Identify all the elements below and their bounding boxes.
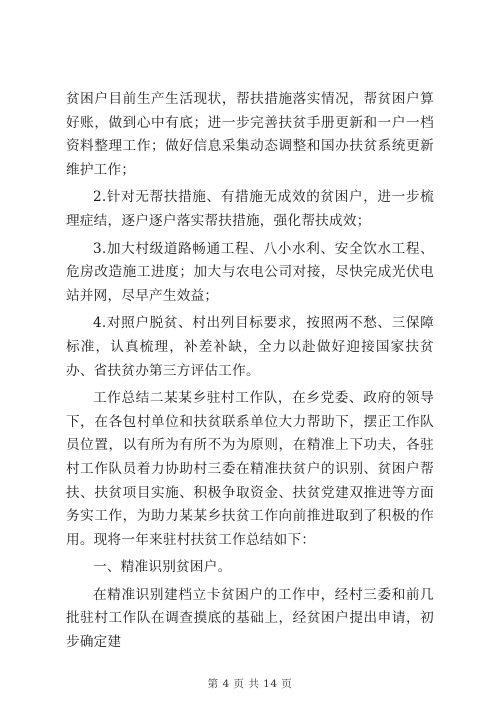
- document-body: [66, 88, 434, 659]
- paragraph-3: 3.加大村级道路畅通工程、八小水利、安全饮水工程、危房改造施工进度；加大与农电公司对接，尽快完成光伏电站并网，尽早产生效益；: [66, 240, 434, 304]
- section-heading: 一、精准识别贫困户。: [93, 559, 232, 576]
- paragraph-2: 2.针对无帮扶措施、有措施无成效的贫困户，进一步梳理症结，逐户逐户落实帮扶措施，强化帮扶成效；: [66, 189, 434, 229]
- paragraph-5: 工作总结二某某乡驻村工作队，在乡党委、政府的领导下，在各包村单位和扶贫联系单位大力帮助下，摆正工作队员位置，以有所为有所不为为原则，在精准上下功夫，各驻村工作队员着力协助村三委在精准扶贫户的识别、贫困户帮扶、扶贫项目实施、积极争取资金、扶贫党建双推进等方面务实工作，为助力某某乡扶贫工作向前推进取到了积极的作用。现将一年来驻村扶贫工作总结如下：: [66, 390, 434, 548]
- page-number-footer: 第 4 页 共 14 页: [207, 678, 293, 690]
- paragraph-1: 贫困户目前生产生活现状，帮扶措施落实情况，帮贫困户算好账，做到心中有底；进一步完善扶贫手册更新和一户一档资料整理工作；做好信息采集动态调整和国办扶贫系统更新维护工作；: [66, 91, 434, 178]
- paragraph-7: 在精准识别建档立卡贫困户的工作中，经村三委和前几批驻村工作队在调查摸底的基础上，经贫困户提出申请，初步确定建: [66, 586, 434, 651]
- paragraph-4: 4.对照户脱贫、村出列目标要求，按照两不愁、三保障标准，认真梳理，补差补缺，全力以赴做好迎接国家扶贫办、省扶贫办第三方评估工作。: [66, 315, 434, 379]
